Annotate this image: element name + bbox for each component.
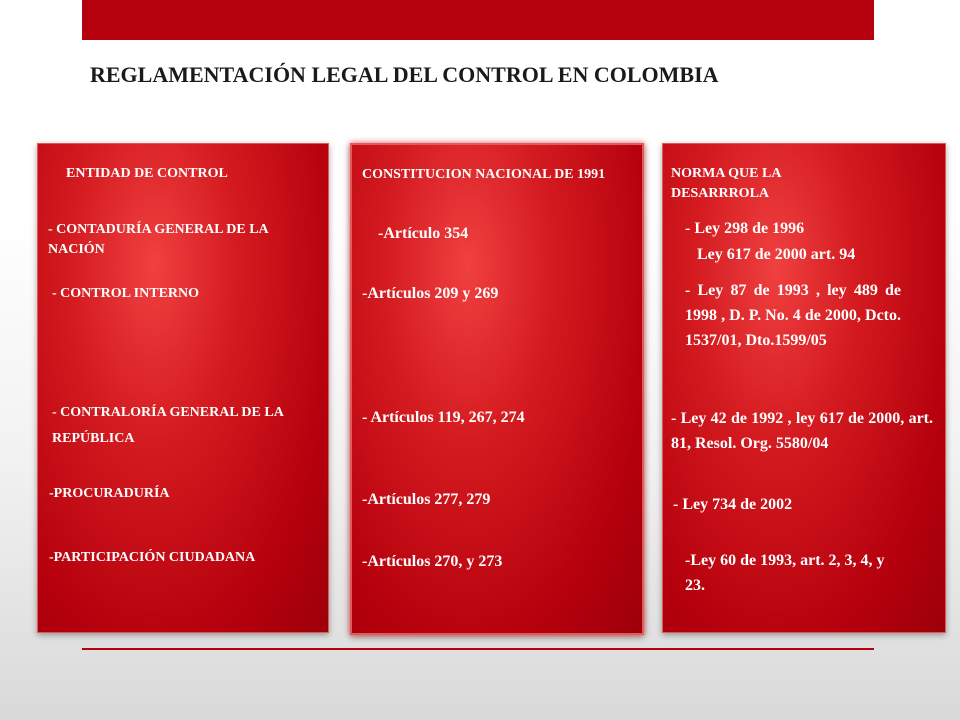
norma-item-ley-60: -Ley 60 de 1993, art. 2, 3, 4, y 23. [685, 552, 885, 594]
panel-entidad-de-control [37, 143, 329, 633]
constitucion-item-209-269: -Artículos 209 y 269 [362, 285, 499, 302]
entidad-header: ENTIDAD DE CONTROL [66, 166, 228, 181]
constitucion-item-354: -Artículo 354 [378, 225, 469, 242]
norma-item-ley-42: - Ley 42 de 1992 , ley 617 de 2000, art. 81, Resol. Org. 5580/04 [671, 410, 933, 452]
entidad-item-contraloria: - CONTRALORÍA GENERAL DE LA REPÚBLICA [52, 405, 284, 446]
panel-norma-que-la-desarrolla [662, 143, 946, 633]
top-accent-bar [82, 0, 874, 40]
constitucion-header: CONSTITUCION NACIONAL DE 1991 [362, 167, 606, 182]
constitucion-item-119-267-274: - Artículos 119, 267, 274 [362, 409, 525, 426]
norma-item-ley-298: - Ley 298 de 1996 [685, 220, 805, 237]
norma-item-ley-734: - Ley 734 de 2002 [673, 496, 793, 513]
constitucion-item-270-273: -Artículos 270, y 273 [362, 553, 503, 570]
entidad-item-participacion: -PARTICIPACIÓN CIUDADANA [49, 550, 256, 565]
norma-item-ley-87: - Ley 87 de 1993 , ley 489 de 1998 , D. P. No. 4 de 2000, Dcto. 1537/01, Dto.1599/05 [685, 282, 901, 349]
constitucion-item-277-279: -Artículos 277, 279 [362, 491, 491, 508]
norma-item-ley-617: Ley 617 de 2000 art. 94 [697, 246, 856, 263]
entidad-item-contaduria: - CONTADURÍA GENERAL DE LA NACIÓN [48, 222, 268, 257]
slide-title: REGLAMENTACIÓN LEGAL DEL CONTROL EN COLOMBIA [90, 62, 719, 87]
bottom-accent-line [82, 648, 874, 650]
entidad-item-procuraduria: -PROCURADURÍA [49, 486, 170, 501]
panel-constitucion-nacional [350, 143, 644, 635]
norma-header: NORMA QUE LA DESARRROLA [671, 166, 781, 201]
entidad-item-control-interno: - CONTROL INTERNO [52, 286, 200, 301]
